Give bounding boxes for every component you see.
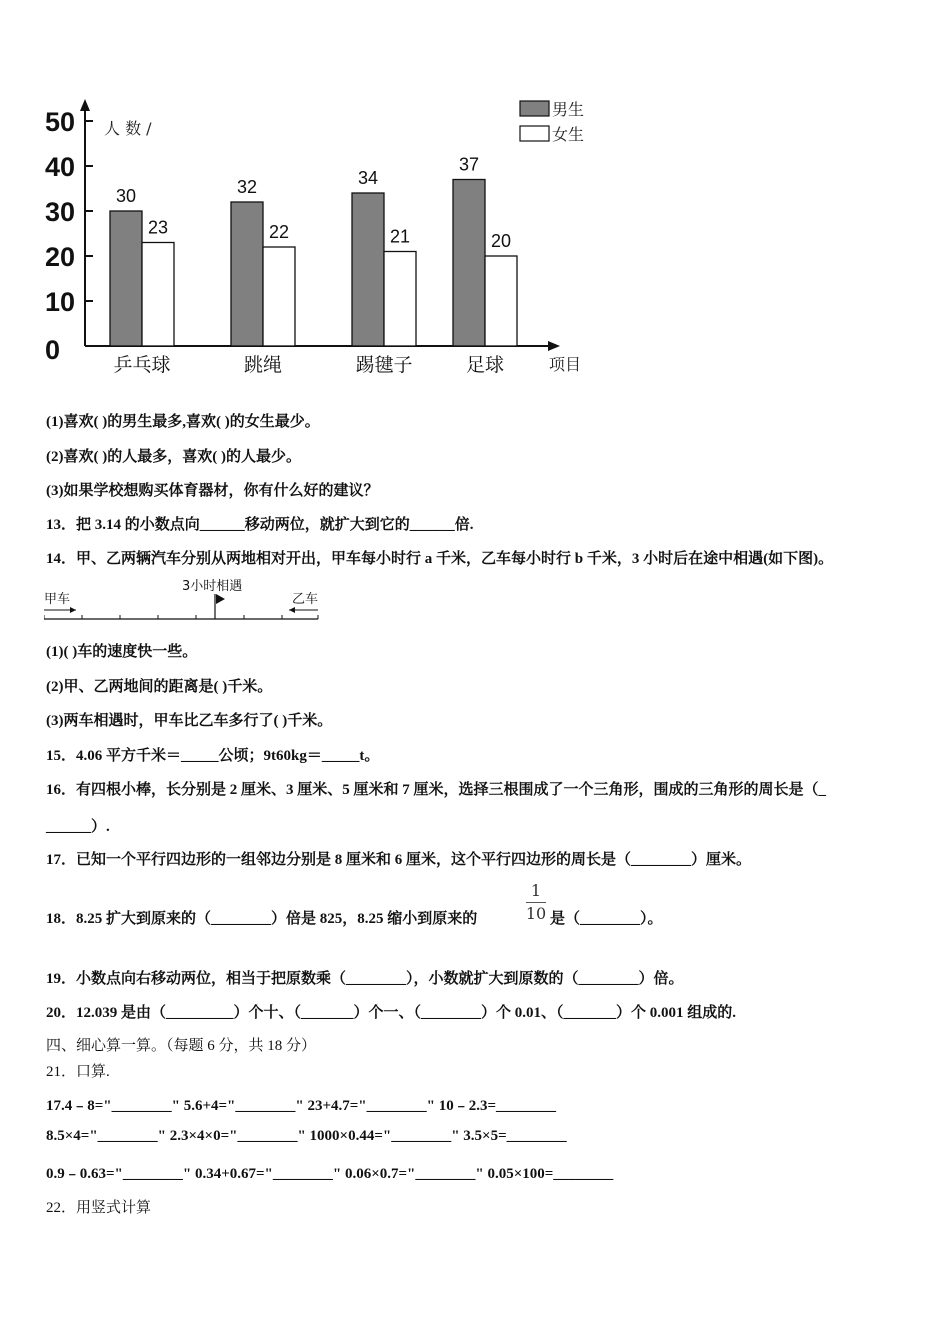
- q19: 19．小数点向右移动两位，相当于把原数乘（________），小数就扩大到原数的（________）倍。: [46, 971, 684, 987]
- calc-row-2: 8.5×4="________" 2.3×4×0="________" 1000×0.44="________" 3.5×5=________: [46, 1128, 567, 1144]
- meet-flag-icon: [216, 594, 225, 604]
- bar-label-男生-跳绳: 32: [236, 177, 258, 197]
- right-arrow-head: [289, 607, 295, 613]
- fraction-bar: [526, 902, 546, 903]
- q21: 21．口算.: [46, 1064, 110, 1080]
- y-tick-0: 0: [45, 335, 61, 365]
- category-踢毽子: 踢毽子: [355, 354, 413, 376]
- q12-part1: (1)喜欢( )的男生最多,喜欢( )的女生最少。: [46, 414, 320, 430]
- diagram-left-label: 甲车: [44, 592, 71, 607]
- bar-label-男生-足球: 37: [458, 154, 480, 175]
- q22: 22．用竖式计算: [46, 1200, 152, 1216]
- q18-part2: 是（________）。: [550, 911, 663, 927]
- diagram-right-label: 乙车: [292, 592, 319, 607]
- bar-label-男生-乒乓球: 30: [115, 186, 137, 206]
- legend-swatch-男生: [520, 101, 549, 116]
- q15: 15．4.06 平方千米＝_____公顷；9t60kg＝_____t。: [46, 748, 380, 764]
- y-axis-arrow: [80, 99, 90, 111]
- fraction-denominator: 10: [525, 904, 547, 923]
- bar-男生-乒乓球: [110, 211, 142, 346]
- bar-男生-踢毽子: [352, 193, 384, 346]
- q16-line1: 16．有四根小棒，长分别是 2 厘米、3 厘米、5 厘米和 7 厘米，选择三根围成了一个三角形，围成的三角形的周长是（_: [46, 782, 827, 798]
- section4-heading: 四、细心算一算。（每题 6 分，共 18 分）: [46, 1038, 317, 1054]
- bar-女生-足球: [485, 256, 517, 346]
- category-labels: [113, 354, 504, 376]
- legend-label-男生: 男生: [552, 100, 585, 119]
- diagram-meet-label: 3小时相遇: [182, 579, 243, 594]
- fraction-numerator: 1: [530, 881, 542, 900]
- q17: 17．已知一个平行四边形的一组邻边分别是 8 厘米和 6 厘米，这个平行四边形的周长是（________）厘米。: [46, 852, 752, 868]
- q16-line2: ______）.: [46, 819, 110, 835]
- bar-女生-踢毽子: [384, 252, 416, 347]
- bar-label-女生-乒乓球: 23: [147, 217, 169, 238]
- bar-男生-足球: [453, 180, 485, 347]
- y-tick-20: 20: [45, 242, 76, 272]
- bar-label-女生-跳绳: 22: [268, 222, 290, 242]
- calc-row-3: 0.9﹣0.63="________" 0.34+0.67="________" 0.06×0.7="________" 0.05×100=________: [46, 1166, 614, 1182]
- bar-chart: [30, 88, 620, 388]
- chart-legend: [520, 100, 584, 144]
- bar-label-男生-踢毽子: 34: [357, 168, 379, 188]
- q18-part1: 18．8.25 扩大到原来的（________）倍是 825，8.25 缩小到原来的: [46, 911, 478, 927]
- category-乒乓球: 乒乓球: [113, 354, 171, 376]
- y-tick-30: 30: [45, 197, 76, 227]
- bar-label-女生-踢毽子: 21: [389, 226, 411, 247]
- legend-swatch-女生: [520, 126, 549, 141]
- q20: 20．12.039 是由（_________）个十、（_______）个一、（________）个 0.01、（_______）个 0.001 组成的.: [46, 1005, 737, 1021]
- bar-女生-乒乓球: [142, 243, 174, 347]
- q14-part2: (2)甲、乙两地间的距离是( )千米。: [46, 679, 273, 695]
- bar-label-女生-足球: 20: [490, 231, 512, 251]
- y-tick-40: 40: [45, 152, 76, 182]
- calc-row-1: 17.4﹣8="________" 5.6+4="________" 23+4.7="________" 10﹣2.3=________: [46, 1098, 557, 1114]
- fraction-one-tenth: [524, 882, 548, 923]
- category-足球: 足球: [465, 354, 505, 376]
- y-tick-50: 50: [45, 107, 76, 137]
- x-axis-arrow: [548, 341, 560, 351]
- q14: 14．甲、乙两辆汽车分别从两地相对开出，甲车每小时行 a 千米，乙车每小时行 b 千米，3 小时后在途中相遇(如下图)。: [46, 551, 834, 567]
- legend-label-女生: 女生: [552, 125, 585, 144]
- y-tick-10: 10: [45, 287, 76, 317]
- bar-女生-跳绳: [263, 247, 295, 346]
- bar-男生-跳绳: [231, 202, 263, 346]
- y-tick-labels: [45, 107, 75, 365]
- q13: 13．把 3.14 的小数点向______移动两位，就扩大到它的______倍.: [46, 517, 474, 533]
- chart-bars: [110, 155, 517, 347]
- y-axis-label: 人 数 /: [104, 119, 152, 138]
- x-axis-label: 项目: [549, 355, 582, 374]
- q14-part3: (3)两车相遇时，甲车比乙车多行了( )千米。: [46, 713, 333, 729]
- q12-part2: (2)喜欢( )的人最多，喜欢( )的人最少。: [46, 449, 301, 465]
- category-跳绳: 跳绳: [243, 354, 283, 376]
- q14-part1: (1)( )车的速度快一些。: [46, 644, 198, 660]
- left-arrow-head: [70, 607, 76, 613]
- meeting-diagram: [44, 578, 334, 626]
- q12-part3: (3)如果学校想购买体育器材，你有什么好的建议？: [46, 483, 379, 499]
